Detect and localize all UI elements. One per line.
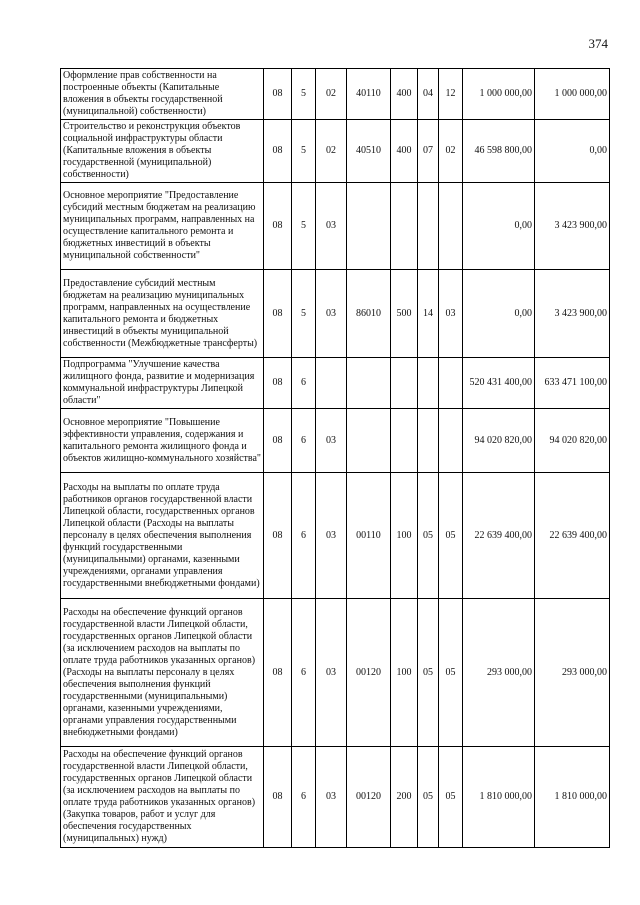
table-cell-expense-type: 100 <box>391 599 418 747</box>
table-cell-section <box>418 358 439 409</box>
page-number: 374 <box>588 36 608 51</box>
table-cell-program: 08 <box>264 747 292 848</box>
table-cell-subprogram: 6 <box>292 358 316 409</box>
table-cell-subsection: 05 <box>439 473 463 599</box>
table-cell-subprogram: 6 <box>292 747 316 848</box>
table-cell-name: Предоставление субсидий местным бюджетам на реализацию муниципальных программ, направленных на осуществление капитального ремонта и бюджетных инвестиций в объекты муниципальной собственности (Межбюджетные трансферты) <box>61 270 264 358</box>
table-cell-amount-1: 94 020 820,00 <box>463 409 535 473</box>
table-cell-direction: 00120 <box>347 599 391 747</box>
table-cell-subprogram: 5 <box>292 69 316 120</box>
table-cell-expense-type: 200 <box>391 747 418 848</box>
table-cell-activity: 03 <box>316 473 347 599</box>
table-cell-name: Оформление прав собственности на построенные объекты (Капитальные вложения в объекты государственной (муниципальной) собственности) <box>61 69 264 120</box>
table-cell-program: 08 <box>264 473 292 599</box>
budget-table <box>60 68 610 848</box>
table-cell-activity: 03 <box>316 409 347 473</box>
table-cell-activity <box>316 358 347 409</box>
table-cell-direction <box>347 358 391 409</box>
table-cell-program: 08 <box>264 599 292 747</box>
table-cell-name: Основное мероприятие "Повышение эффективности управления, содержания и капитального ремонта жилищного фонда и объектов жилищно-коммунального хозяйства" <box>61 409 264 473</box>
table-cell-amount-1: 293 000,00 <box>463 599 535 747</box>
table-cell-amount-1: 0,00 <box>463 183 535 270</box>
table-row <box>61 183 610 270</box>
table-cell-name: Расходы на выплаты по оплате труда работников органов государственной власти Липецкой области, государственных органов Липецкой области (Расходы на выплаты персоналу в целях обеспечения выполнения функций государственными (муниципальными) органами, казенными учреждениями, органами управления государственными внебюджетными фондами) <box>61 473 264 599</box>
table-row <box>61 120 610 183</box>
table-cell-name: Расходы на обеспечение функций органов государственной власти Липецкой области, государственных органов Липецкой области (за исключением расходов на выплаты по оплате труда работников указанных органов) (Закупка товаров, работ и услуг для обеспечения государственных (муниципальных) нужд) <box>61 747 264 848</box>
table-cell-amount-1: 22 639 400,00 <box>463 473 535 599</box>
table-cell-amount-2: 3 423 900,00 <box>535 270 610 358</box>
table-cell-activity: 03 <box>316 747 347 848</box>
table-cell-subsection: 03 <box>439 270 463 358</box>
table-cell-program: 08 <box>264 358 292 409</box>
table-cell-subsection: 05 <box>439 599 463 747</box>
table-cell-activity: 03 <box>316 599 347 747</box>
table-cell-direction: 00110 <box>347 473 391 599</box>
table-cell-expense-type <box>391 183 418 270</box>
table-cell-activity: 03 <box>316 183 347 270</box>
table-cell-subprogram: 6 <box>292 409 316 473</box>
table-cell-direction <box>347 183 391 270</box>
table-cell-subsection <box>439 183 463 270</box>
table-cell-amount-2: 22 639 400,00 <box>535 473 610 599</box>
table-cell-expense-type: 400 <box>391 120 418 183</box>
table-cell-subsection <box>439 409 463 473</box>
table-cell-subsection <box>439 358 463 409</box>
table-cell-amount-1: 1 810 000,00 <box>463 747 535 848</box>
table-cell-subsection: 02 <box>439 120 463 183</box>
table-cell-name: Расходы на обеспечение функций органов государственной власти Липецкой области, государственных органов Липецкой области (за исключением расходов на выплаты по оплате труда работников указанных органов) (Расходы на выплаты персоналу в целях обеспечения выполнения функций государственными (муниципальными) органами, казенными учреждениями, органами управления государственными внебюджетными фондами) <box>61 599 264 747</box>
table-cell-section: 14 <box>418 270 439 358</box>
table-cell-activity: 02 <box>316 120 347 183</box>
table-cell-subsection: 12 <box>439 69 463 120</box>
table-cell-section: 05 <box>418 473 439 599</box>
table-cell-amount-1: 0,00 <box>463 270 535 358</box>
table-cell-direction: 00120 <box>347 747 391 848</box>
table-cell-program: 08 <box>264 69 292 120</box>
table-cell-expense-type: 500 <box>391 270 418 358</box>
table-cell-program: 08 <box>264 183 292 270</box>
table-cell-name: Строительство и реконструкция объектов социальной инфраструктуры области (Капитальные вложения в объекты государственной (муниципальной) собственности) <box>61 120 264 183</box>
table-cell-direction: 40510 <box>347 120 391 183</box>
table-row <box>61 473 610 599</box>
table-cell-subprogram: 6 <box>292 599 316 747</box>
table-cell-amount-2: 633 471 100,00 <box>535 358 610 409</box>
table-cell-direction <box>347 409 391 473</box>
table-cell-activity: 03 <box>316 270 347 358</box>
table-cell-subprogram: 5 <box>292 183 316 270</box>
table-cell-subsection: 05 <box>439 747 463 848</box>
table-cell-amount-2: 3 423 900,00 <box>535 183 610 270</box>
table-cell-direction: 86010 <box>347 270 391 358</box>
table-row <box>61 747 610 848</box>
table-cell-section: 05 <box>418 747 439 848</box>
table-row <box>61 270 610 358</box>
table-cell-name: Подпрограмма "Улучшение качества жилищного фонда, развитие и модернизация коммунальной инфраструктуры Липецкой области" <box>61 358 264 409</box>
table-cell-expense-type: 400 <box>391 69 418 120</box>
table-cell-name: Основное мероприятие "Предоставление субсидий местным бюджетам на реализацию муниципальных программ, направленных на осуществление капитального ремонта и бюджетных инвестиций в объекты муниципальной собственности" <box>61 183 264 270</box>
table-cell-amount-2: 1 000 000,00 <box>535 69 610 120</box>
table-cell-amount-2: 0,00 <box>535 120 610 183</box>
table-cell-program: 08 <box>264 120 292 183</box>
table-cell-direction: 40110 <box>347 69 391 120</box>
table-cell-section: 05 <box>418 599 439 747</box>
table-cell-expense-type <box>391 358 418 409</box>
table-cell-expense-type <box>391 409 418 473</box>
table-cell-amount-2: 293 000,00 <box>535 599 610 747</box>
table-row <box>61 358 610 409</box>
table-cell-amount-2: 94 020 820,00 <box>535 409 610 473</box>
table-cell-amount-2: 1 810 000,00 <box>535 747 610 848</box>
table-row <box>61 599 610 747</box>
table-row <box>61 69 610 120</box>
table-cell-amount-1: 1 000 000,00 <box>463 69 535 120</box>
table-cell-section <box>418 183 439 270</box>
table-cell-section: 04 <box>418 69 439 120</box>
table-cell-amount-1: 520 431 400,00 <box>463 358 535 409</box>
table-cell-program: 08 <box>264 409 292 473</box>
table-cell-amount-1: 46 598 800,00 <box>463 120 535 183</box>
table-cell-program: 08 <box>264 270 292 358</box>
table-cell-section: 07 <box>418 120 439 183</box>
table-cell-expense-type: 100 <box>391 473 418 599</box>
table-row <box>61 409 610 473</box>
table-cell-activity: 02 <box>316 69 347 120</box>
table-cell-subprogram: 5 <box>292 270 316 358</box>
table-cell-subprogram: 6 <box>292 473 316 599</box>
table-cell-subprogram: 5 <box>292 120 316 183</box>
table-cell-section <box>418 409 439 473</box>
